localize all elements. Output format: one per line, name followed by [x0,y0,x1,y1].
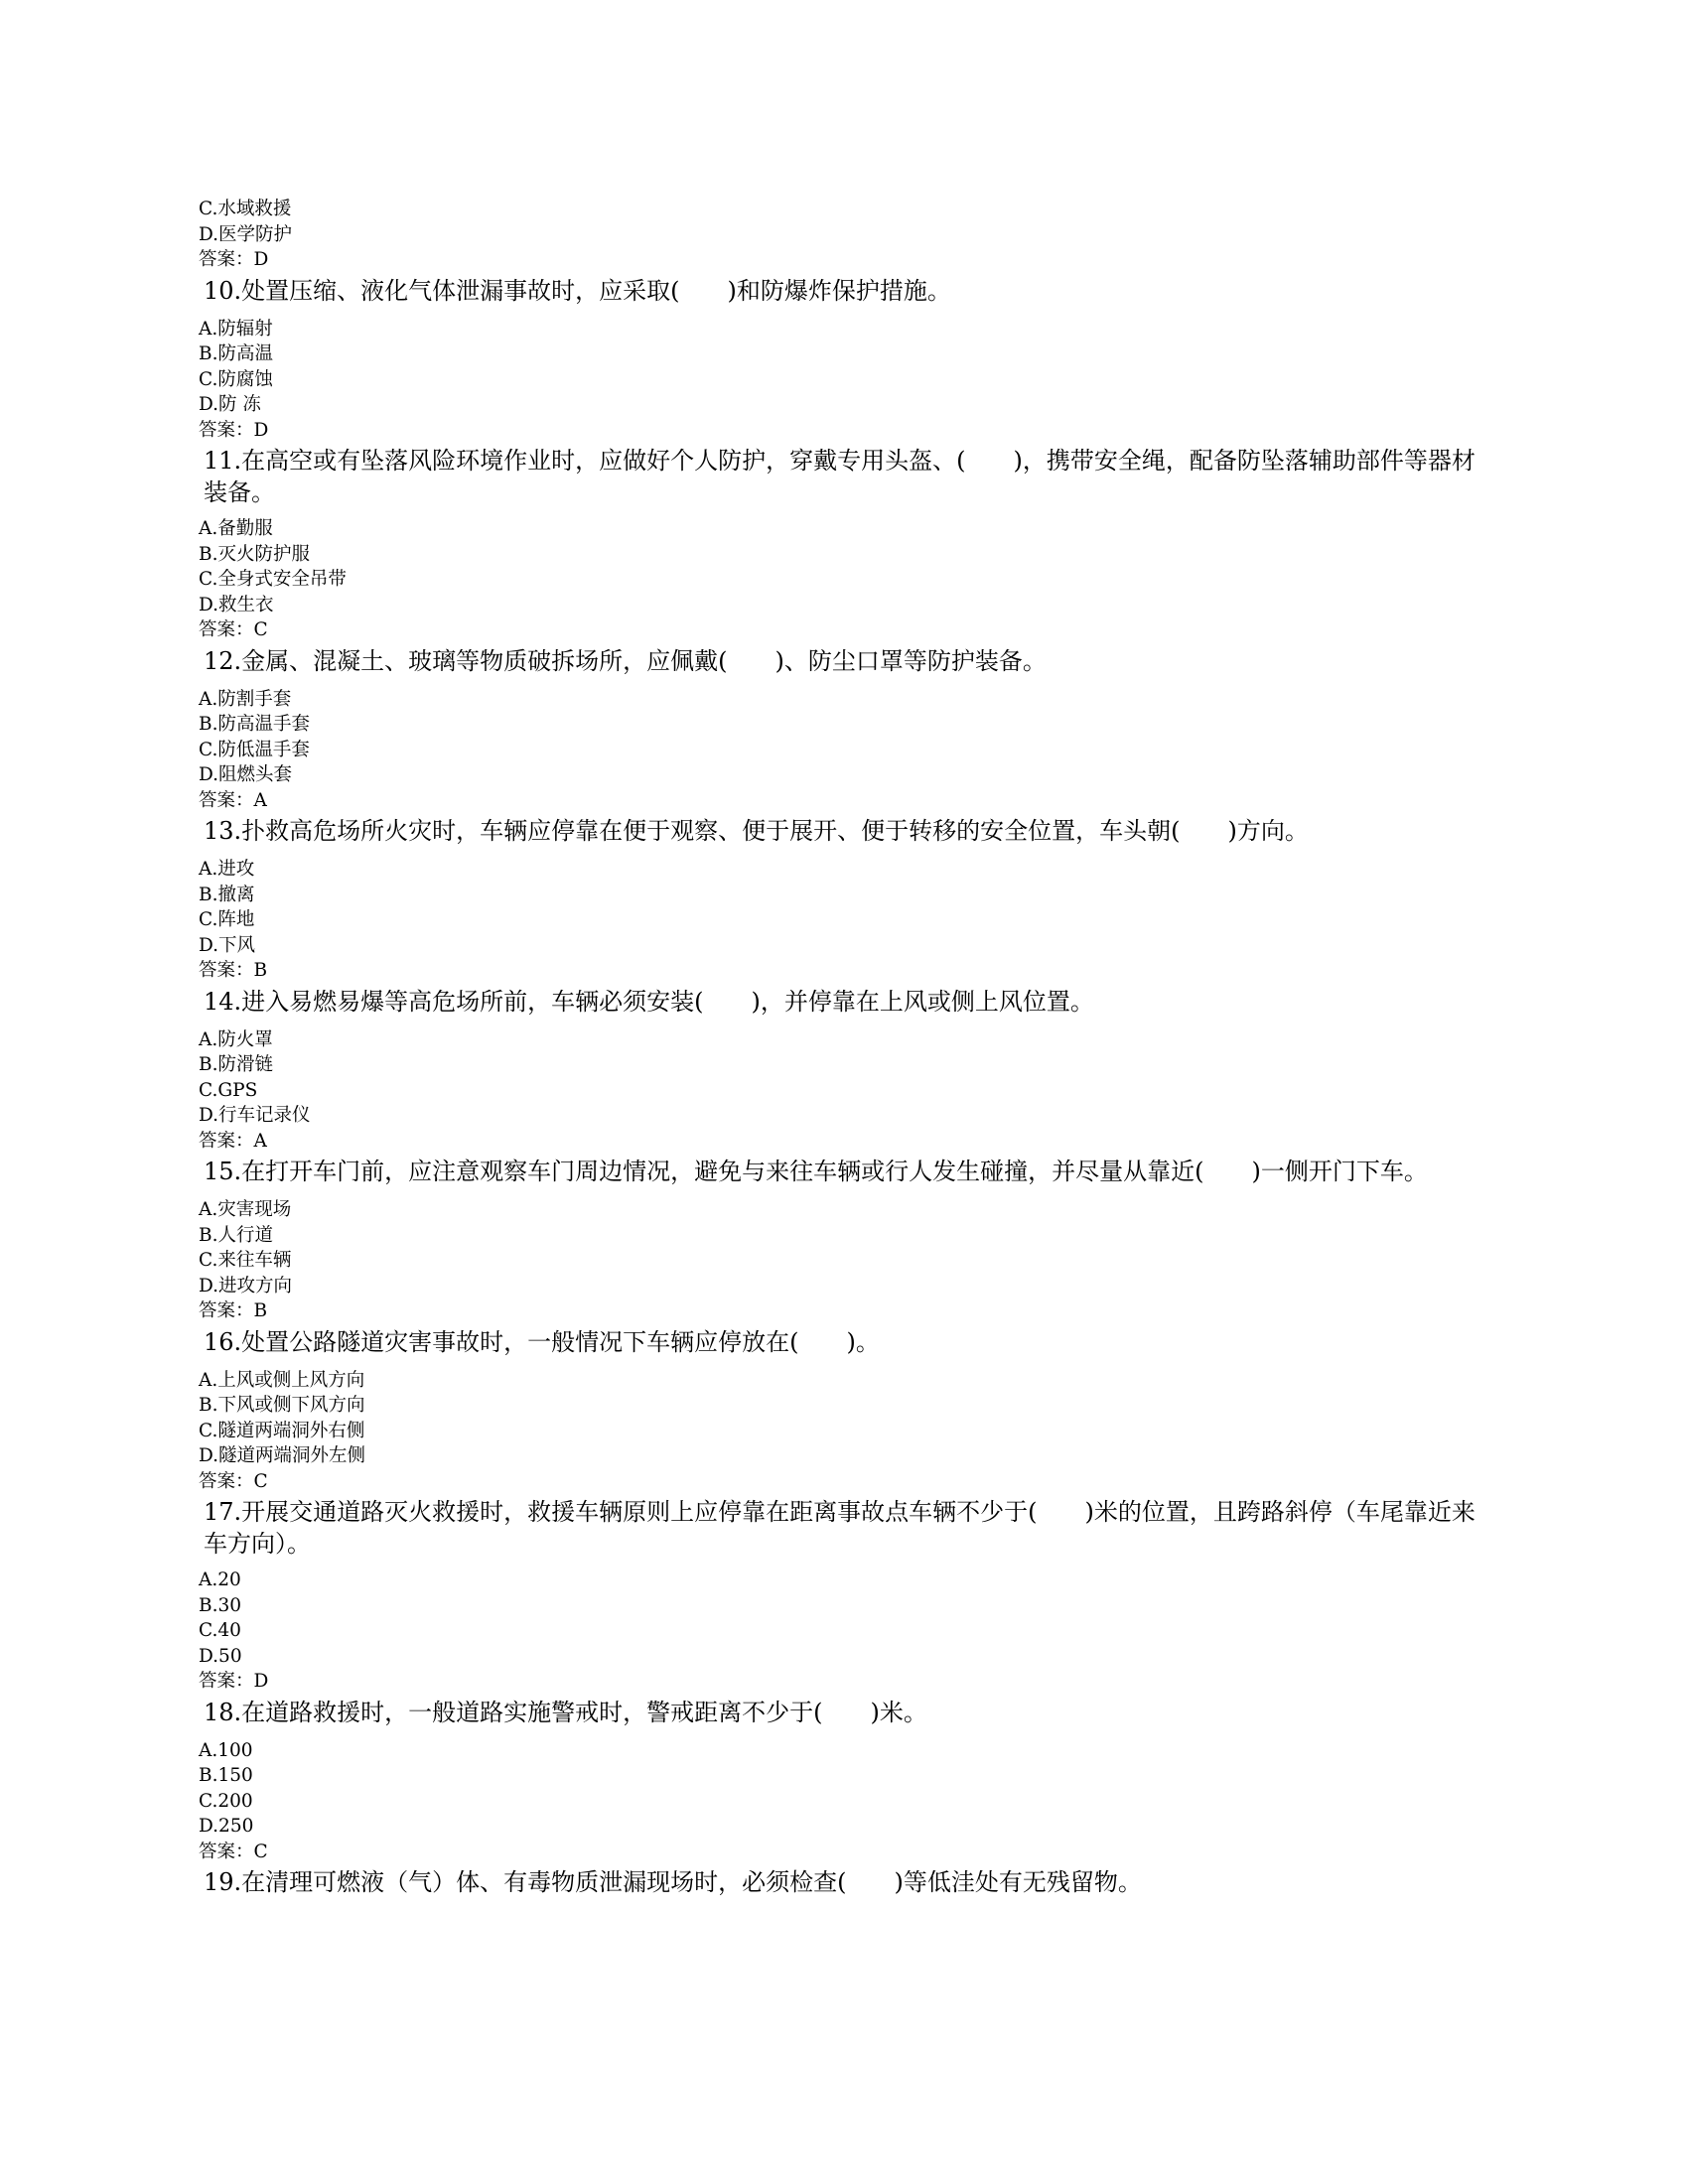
question-text: 19.在清理可燃液（气）体、有毒物质泄漏现场时，必须检查( )等低洼处有无残留物。 [204,1868,1142,1896]
option: C.来往车辆 [199,1250,292,1271]
answer: 答案：C [199,1470,268,1492]
option: B.灭火防护服 [199,543,310,565]
option: C.全身式安全吊带 [199,569,347,590]
page-content [199,197,1489,1908]
question-10 [199,275,1484,307]
option: A.防火罩 [199,1028,273,1050]
answer: 答案：C [199,1841,268,1862]
option: B.撤离 [199,884,255,905]
option: D.救生衣 [199,594,274,615]
option: D.50 [199,1645,242,1667]
option: D.隧道两端洞外左侧 [199,1445,366,1466]
option: C.防腐蚀 [199,368,273,390]
question-text: 12.金属、混凝土、玻璃等物质破拆场所，应佩戴( )、防尘口罩等防护装备。 [204,646,1047,675]
option: B.150 [199,1765,253,1786]
lead-answer: 答案：D [199,249,269,270]
option: C.阵地 [199,909,255,930]
question-19 [199,1866,1484,1898]
option: B.防高温手套 [199,714,310,735]
answer: 答案：A [199,789,267,811]
answer: 答案：B [199,960,268,981]
question-text: 18.在道路救援时，一般道路实施警戒时，警戒距离不少于( )米。 [204,1698,927,1726]
question-text: 15.在打开车门前，应注意观察车门周边情况，避免与来往车辆或行人发生碰撞，并尽量从靠近( )一侧开门下车。 [204,1158,1428,1185]
answer: 答案：D [199,419,269,441]
question-16 [199,1326,1484,1358]
option: B.防滑链 [199,1054,273,1075]
option: C.GPS [199,1079,258,1101]
question-15 [199,1156,1484,1187]
option: D.下风 [199,934,256,956]
question-text: 13.扑救高危场所火灾时，车辆应停靠在便于观察、便于展开、便于转移的安全位置，车头朝( )方向。 [204,817,1309,845]
option: A.灾害现场 [199,1199,292,1220]
option: B.人行道 [199,1224,273,1246]
option: A.备勤服 [199,518,273,539]
option: D.防 冻 [199,394,261,415]
option: A.防辐射 [199,318,273,340]
option: A.20 [199,1570,241,1590]
answer: 答案：A [199,1130,267,1152]
question-text: 17.开展交通道路灭火救援时，救援车辆原则上应停靠在距离事故点车辆不少于( )米的位置，且跨路斜停（车尾靠近来车方向）。 [204,1498,1476,1558]
option: B.下风或侧下风方向 [199,1395,365,1416]
answer: 答案：D [199,1671,269,1692]
option: B.30 [199,1594,242,1616]
option: C.200 [199,1790,253,1812]
question-11 [199,445,1484,508]
option: A.100 [199,1739,253,1761]
question-12 [199,645,1484,677]
lead-option: C.水域救援 [199,199,292,219]
option: A.上风或侧上风方向 [199,1369,365,1391]
option: B.防高温 [199,343,273,364]
option: C.隧道两端洞外右侧 [199,1420,365,1441]
option: A.进攻 [199,859,255,880]
option: D.阻燃头套 [199,764,293,785]
question-text: 14.进入易燃易爆等高危场所前，车辆必须安装( )，并停靠在上风或侧上风位置。 [204,987,1094,1016]
question-14 [199,986,1484,1018]
question-18 [199,1697,1484,1728]
answer: 答案：B [199,1300,268,1321]
option: D.250 [199,1816,254,1837]
option: D.行车记录仪 [199,1105,311,1126]
question-17 [199,1496,1484,1560]
option: A.防割手套 [199,688,292,710]
lead-option: D.医学防护 [199,223,293,245]
option: D.进攻方向 [199,1275,293,1297]
question-text: 11.在高空或有坠落风险环境作业时，应做好个人防护，穿戴专用头盔、( )，携带安全绳，配备防坠落辅助部件等器材装备。 [204,447,1476,506]
question-13 [199,815,1484,847]
option: C.40 [199,1620,241,1641]
option: C.防低温手套 [199,739,310,760]
question-text: 16.处置公路隧道灾害事故时，一般情况下车辆应停放在( )。 [204,1327,880,1356]
answer: 答案：C [199,619,268,640]
question-text: 10.处置压缩、液化气体泄漏事故时，应采取( )和防爆炸保护措施。 [204,276,951,305]
